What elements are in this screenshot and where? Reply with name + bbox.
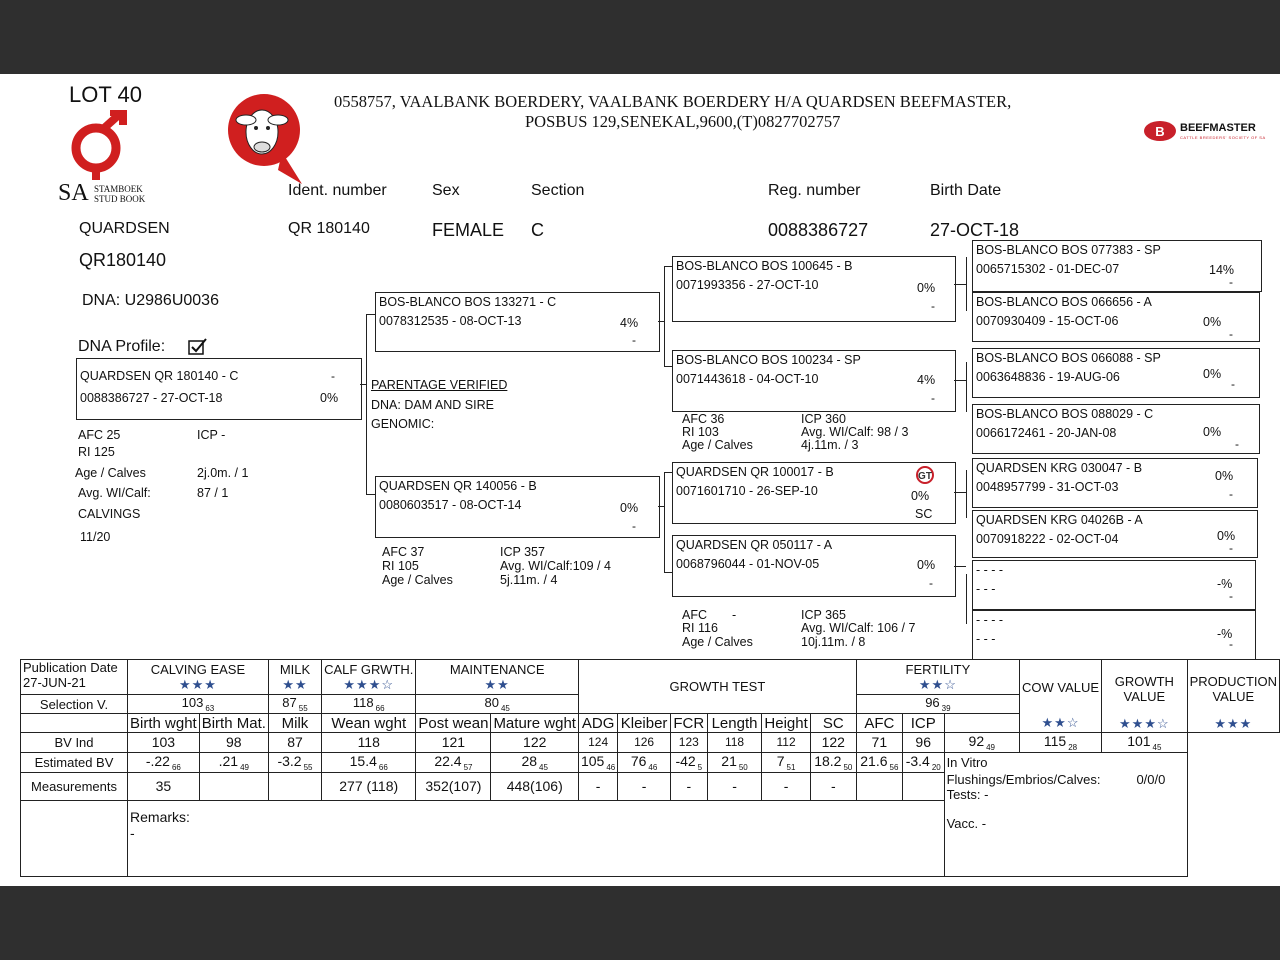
ggp-box-3: BOS-BLANCO BOS 066088 - SP 0063648836 - 19-AUG-06 0% - — [972, 348, 1260, 398]
animal-code: QR180140 — [79, 250, 167, 270]
bv-ind-cell: 122 — [491, 733, 579, 753]
bv-ind-cell: 103 — [128, 733, 200, 753]
cow-value-cell: 92 $_{49}$ — [944, 733, 1019, 753]
bv-ind-cell: 112 — [762, 733, 810, 753]
ebv-cell: 21.6 $_{56}$ — [856, 752, 902, 772]
bv-ind-cell: 96 — [902, 733, 944, 753]
in-vitro-cell: In Vitro — [944, 752, 1187, 772]
dna-profile-label: DNA Profile: — [78, 338, 166, 355]
ebv-cell: -.22 $_{66}$ — [128, 752, 200, 772]
selection-calving-ease: 103 $_{63}$ — [128, 695, 269, 714]
beefmaster-tagline: CATTLE BREEDERS' SOCIETY OF SA — [1180, 135, 1266, 140]
milk-header: MILK ★★ — [268, 660, 321, 695]
sire-box: BOS-BLANCO BOS 133271 - C 0078312535 - 08-OCT-13 4% - — [375, 292, 660, 352]
pgd-avg-wi: Avg. WI/Calf: 98 / 3 — [801, 425, 909, 439]
pedigree-connector — [360, 384, 366, 385]
ebv-cell: 7 $_{51}$ — [762, 752, 810, 772]
pedigree-connector — [664, 266, 665, 366]
dam-box: QUARDSEN QR 140056 - B 0080603517 - 08-OCT-14 0% - — [375, 476, 660, 538]
production-value-header: PRODUCTION VALUE ★★★ — [1187, 660, 1279, 733]
dam-age-calves-label: Age / Calves — [382, 573, 453, 587]
bv-ind-cell: 123 — [670, 733, 707, 753]
trait-header: Mature wght — [491, 714, 579, 733]
subject-avg-wi-label: Avg. WI/Calf: — [78, 486, 151, 500]
ggp-box-6: QUARDSEN KRG 04026B - A 0070918222 - 02-OCT-04 0% - — [972, 510, 1258, 558]
dna-code: DNA: U2986U0036 — [82, 292, 219, 309]
dam-icp: ICP 357 — [500, 545, 545, 559]
trait-header: SC — [810, 714, 856, 733]
ebv-cell: 21 $_{50}$ — [707, 752, 762, 772]
pedigree-connector — [664, 472, 665, 572]
section-value: C — [531, 220, 544, 240]
remarks-blank-cell — [21, 800, 128, 876]
bv-ind-cell: 124 — [578, 733, 617, 753]
measurement-cell: - — [762, 772, 810, 800]
ebv-cell: -3.2 $_{55}$ — [268, 752, 321, 772]
bv-ind-cell: 121 — [416, 733, 491, 753]
mgd-age-calves-label: Age / Calves — [682, 635, 753, 649]
parentage-verified: PARENTAGE VERIFIED — [371, 378, 508, 392]
sex-value: FEMALE — [432, 220, 505, 240]
ggp-box-5: QUARDSEN KRG 030047 - B 0048957799 - 31-OCT-03 0% - — [972, 458, 1258, 508]
quardsen-bull-logo-icon — [226, 92, 302, 184]
dam-ri: RI 105 — [382, 559, 419, 573]
trait-header: AFC — [856, 714, 902, 733]
measurements-label: Measurements — [21, 772, 128, 800]
dam-age-calves: 5j.11m. / 4 — [500, 573, 558, 587]
selection-v-label: Selection V. — [21, 695, 128, 714]
bv-ind-cell: 87 — [268, 733, 321, 753]
measurement-cell: 352(107) — [416, 772, 491, 800]
trait-header: ICP — [902, 714, 944, 733]
trait-header: Post wean — [416, 714, 491, 733]
bv-ind-cell: 118 — [322, 733, 416, 753]
subject-avg-wi: 87 / 1 — [197, 486, 229, 500]
ebv-cell: 28 $_{45}$ — [491, 752, 579, 772]
studbook-label: STAMBOEK STUD BOOK — [94, 184, 146, 204]
lot-number: LOT 40 — [69, 82, 142, 107]
measurement-cell: 277 (118) — [322, 772, 416, 800]
section-header: Section — [531, 182, 585, 199]
measurement-cell: 35 — [128, 772, 200, 800]
fertility-header: FERTILITY ★★☆ — [856, 660, 1019, 695]
ebv-cell: 76 $_{46}$ — [618, 752, 671, 772]
breeder-line2: POSBUS 129,SENEKAL,9600,(T)0827702757 — [525, 112, 841, 131]
parentage-dna: DNA: DAM AND SIRE — [371, 398, 494, 412]
growth-test-header: GROWTH TEST — [578, 660, 856, 714]
ebv-cell: -3.4 $_{20}$ — [902, 752, 944, 772]
calving-ease-header: CALVING EASE ★★★ — [128, 660, 269, 695]
ebv-cell: .21 $_{49}$ — [199, 752, 268, 772]
pedigree-connector — [966, 362, 967, 412]
measurement-cell — [199, 772, 268, 800]
selection-calf-growth: 118 $_{66}$ — [322, 695, 416, 714]
reg-number: 0088386727 — [768, 220, 869, 240]
ident-number: QR 180140 — [288, 220, 370, 237]
mgd-avg-wi: Avg. WI/Calf: 106 / 7 — [801, 621, 916, 635]
mgd-age-calves: 10j.11m. / 8 — [801, 635, 866, 649]
granddam-maternal-box: QUARDSEN QR 050117 - A 0068796044 - 01-NOV-05 0% - — [672, 535, 956, 597]
mgd-ri: RI 116 — [682, 621, 718, 635]
maintenance-header: MAINTENANCE ★★ — [416, 660, 579, 695]
svg-text:GT: GT — [918, 471, 932, 482]
ebv-cell: -42 $_5$ — [670, 752, 707, 772]
measurement-cell — [902, 772, 944, 800]
pedigree-connector — [954, 380, 966, 381]
trait-header-blank — [21, 714, 128, 733]
subject-age-calves: 2j.0m. / 1 — [197, 466, 249, 480]
beefmaster-brand: BEEFMASTER — [1180, 122, 1256, 134]
estimated-bv-label: Estimated BV — [21, 752, 128, 772]
growth-value-header: GROWTH VALUE ★★★☆ — [1102, 660, 1188, 733]
bv-ind-cell: 71 — [856, 733, 902, 753]
grandsire-paternal-box: BOS-BLANCO BOS 100645 - B 0071993356 - 27-OCT-10 0% - — [672, 256, 956, 322]
dam-afc: AFC 37 — [382, 545, 425, 559]
trait-header: Length — [707, 714, 762, 733]
publication-date-cell: Publication Date 27-JUN-21 — [21, 660, 128, 695]
measurement-cell: - — [810, 772, 856, 800]
breeder-line1: 0558757, VAALBANK BOERDERY, VAALBANK BOERDERY H/A QUARDSEN BEEFMASTER, — [334, 92, 1012, 111]
subject-afc: AFC 25 — [78, 428, 121, 442]
subject-icp: ICP - — [197, 428, 226, 442]
herd-name: QUARDSEN — [79, 220, 170, 237]
bv-ind-label: BV Ind — [21, 733, 128, 753]
measurement-cell: - — [670, 772, 707, 800]
ebv-cell: 105 $_{46}$ — [578, 752, 617, 772]
ebv-cell: 18.2 $_{50}$ — [810, 752, 856, 772]
trait-header: Birth wght — [128, 714, 200, 733]
birth-date-header: Birth Date — [930, 182, 1002, 199]
measurement-cell — [856, 772, 902, 800]
dam-avg-wi: Avg. WI/Calf:109 / 4 — [500, 559, 611, 573]
beefmaster-logo-icon — [1143, 120, 1177, 142]
ebv-cell: 15.4 $_{66}$ — [322, 752, 416, 772]
production-value-cell: 101 $_{45}$ — [1102, 733, 1188, 753]
trait-header: ADG — [578, 714, 617, 733]
grandsire-maternal-box: QUARDSEN QR 100017 - B 0071601710 - 26-SEP-10 GT 0% SC — [672, 462, 956, 524]
pedigree-connector — [966, 574, 967, 624]
trait-header: FCR — [670, 714, 707, 733]
growth-value-cell: 115 $_{28}$ — [1019, 733, 1101, 753]
trait-header: Milk — [268, 714, 321, 733]
ggp-box-4: BOS-BLANCO BOS 088029 - C 0066172461 - 20-JAN-08 0% - — [972, 404, 1260, 454]
subject-age-calves-label: Age / Calves — [75, 466, 146, 480]
pedigree-connector — [954, 284, 966, 285]
genomic-tested-icon — [915, 465, 935, 485]
granddam-paternal-box: BOS-BLANCO BOS 100234 - SP 0071443618 - 04-OCT-10 4% - — [672, 350, 956, 412]
pgd-age-calves-label: Age / Calves — [682, 438, 753, 452]
dna-profile-checkbox-icon — [188, 338, 208, 356]
performance-table — [20, 659, 1280, 877]
cow-value-header: COW VALUE ★★☆ — [1019, 660, 1101, 733]
calvings-value: 11/20 — [80, 530, 111, 544]
ident-number-header: Ident. number — [288, 182, 387, 199]
pedigree-connector — [954, 492, 966, 493]
trait-header: Birth Mat. — [199, 714, 268, 733]
bv-ind-cell: 122 — [810, 733, 856, 753]
flushings-cell: Flushings/Embrios/Calves: 0/0/0 Tests: - Vacc. - — [944, 772, 1187, 876]
sex-header: Sex — [432, 182, 460, 199]
ebv-cell: 22.4 $_{57}$ — [416, 752, 491, 772]
calf-growth-header: CALF GRWTH. ★★★☆ — [322, 660, 416, 695]
selection-fertility: 96 $_{39}$ — [856, 695, 1019, 714]
pedigree-connector — [966, 470, 967, 518]
selection-maintenance: 80 $_{45}$ — [416, 695, 579, 714]
birth-date: 27-OCT-18 — [930, 220, 1020, 240]
calvings-label: CALVINGS — [78, 507, 141, 521]
remarks-cell: Remarks: - — [128, 800, 945, 876]
pedigree-connector — [966, 257, 967, 311]
bv-ind-cell: 118 — [707, 733, 762, 753]
pedigree-connector — [954, 566, 966, 567]
measurement-cell: - — [578, 772, 617, 800]
ggp-box-7: - - - - - - - -% - — [972, 560, 1256, 610]
ggp-box-2: BOS-BLANCO BOS 066656 - A 0070930409 - 15-OCT-06 0% - — [972, 292, 1260, 342]
trait-header: Kleiber — [618, 714, 671, 733]
measurement-cell: 448(106) — [491, 772, 579, 800]
measurement-cell: - — [707, 772, 762, 800]
trait-header: Height — [762, 714, 810, 733]
bv-ind-cell: 126 — [618, 733, 671, 753]
parentage-genomic: GENOMIC: — [371, 417, 435, 431]
pedigree-connector — [366, 314, 367, 494]
pgd-ri: RI 103 — [682, 425, 719, 439]
measurement-cell: - — [618, 772, 671, 800]
pgd-age-calves: 4j.11m. / 3 — [801, 438, 859, 452]
bv-ind-cell: 98 — [199, 733, 268, 753]
ggp-box-1: BOS-BLANCO BOS 077383 - SP 0065715302 - 01-DEC-07 14% - — [972, 240, 1262, 292]
pgd-icp: ICP 360 — [801, 412, 846, 426]
selection-milk: 87 $_{55}$ — [268, 695, 321, 714]
trait-header: Wean wght — [322, 714, 416, 733]
studbook-sa-mark: SA — [58, 180, 89, 206]
subject-animal-box: QUARDSEN QR 180140 - C - 0088386727 - 27-OCT-18 0% — [76, 358, 362, 420]
measurement-cell — [268, 772, 321, 800]
reg-number-header: Reg. number — [768, 182, 861, 199]
pgd-afc: AFC 36 — [682, 412, 725, 426]
svg-text:B: B — [1155, 124, 1165, 139]
mgd-afc: AFC — [682, 608, 707, 622]
subject-ri: RI 125 — [78, 445, 115, 459]
studbook-logo-icon — [66, 110, 132, 182]
ggp-box-8: - - - - - - - -% - — [972, 610, 1256, 660]
certificate-sheet — [0, 74, 1280, 886]
mgd-icp: ICP 365 — [801, 608, 846, 622]
mgd-afc-value: - — [732, 608, 737, 622]
